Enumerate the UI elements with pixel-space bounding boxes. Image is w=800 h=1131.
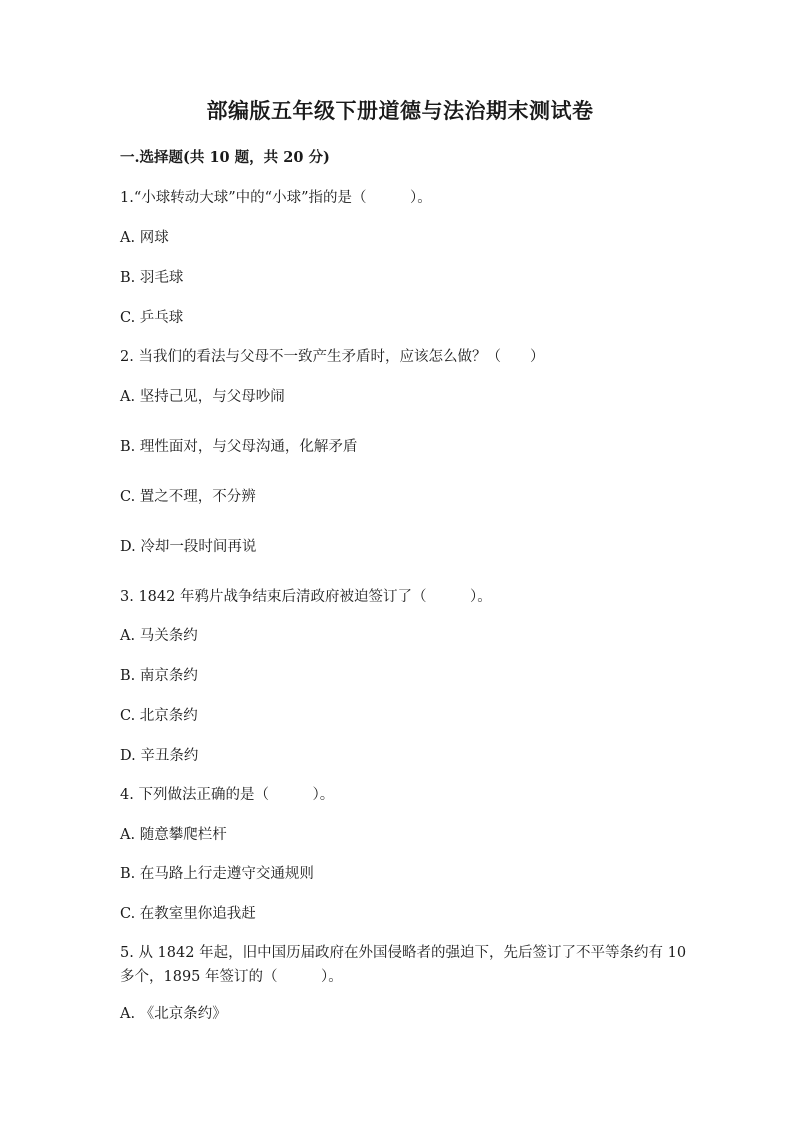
section-heading: 一.选择题(共 10 题，共 20 分) [120, 149, 330, 166]
question-4-option-b: B. 在马路上行走遵守交通规则 [120, 866, 314, 882]
question-3-option-b: B. 南京条约 [120, 668, 198, 684]
question-3-option-c: C. 北京条约 [120, 708, 198, 724]
question-3-stem: 3. 1842 年鸦片战争结束后清政府被迫签订了（ ）。 [120, 589, 492, 605]
question-3-option-a: A. 马关条约 [120, 628, 198, 644]
question-1-stem: 1.“小球转动大球”中的“小球”指的是（ ）。 [120, 190, 432, 206]
question-2-stem: 2. 当我们的看法与父母不一致产生矛盾时，应该怎么做？（ ） [120, 349, 545, 365]
page-title: 部编版五年级下册道德与法治期末测试卷 [206, 98, 594, 123]
question-4-stem: 4. 下列做法正确的是（ ）。 [120, 787, 335, 803]
question-4-option-c: C. 在教室里你追我赶 [120, 906, 256, 922]
question-2-option-b: B. 理性面对，与父母沟通，化解矛盾 [120, 439, 358, 455]
question-1-option-c: C. 乒乓球 [120, 310, 184, 326]
question-5-option-a: A. 《北京条约》 [120, 1006, 227, 1022]
question-5-stem: 5. 从 1842 年起，旧中国历届政府在外国侵略者的强迫下，先后签订了不平等条约有 10 多个，1895 年签订的（ ）。 [120, 945, 687, 985]
question-4-option-a: A. 随意攀爬栏杆 [120, 827, 227, 843]
question-1-option-a: A. 网球 [120, 230, 169, 246]
question-1-option-b: B. 羽毛球 [120, 270, 184, 286]
question-2-option-c: C. 置之不理，不分辨 [120, 489, 256, 505]
question-3-option-d: D. 辛丑条约 [120, 748, 199, 764]
question-2-option-d: D. 冷却一段时间再说 [120, 539, 257, 555]
question-2-option-a: A. 坚持己见，与父母吵闹 [120, 389, 285, 405]
